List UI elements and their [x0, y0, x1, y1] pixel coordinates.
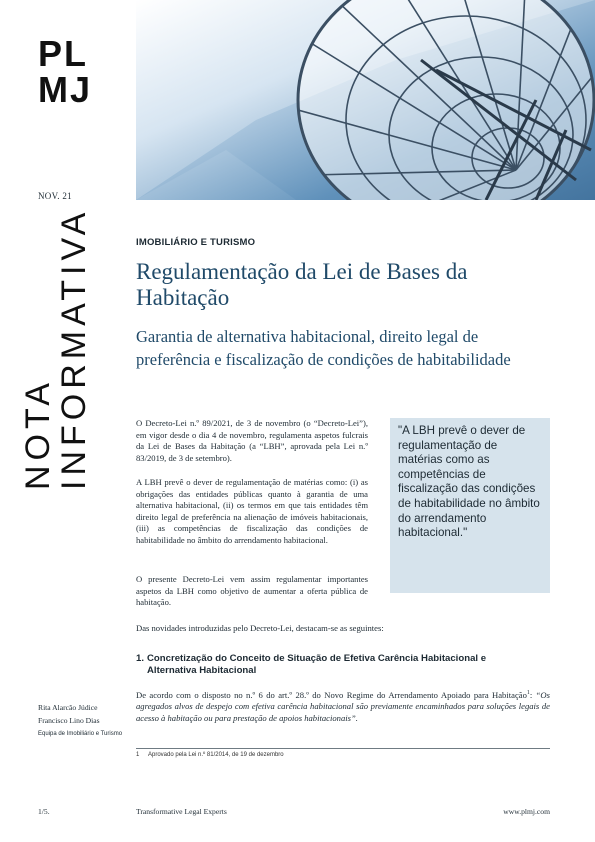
vertical-title-line-1: NOTA: [19, 378, 57, 490]
section-1-quoted-text: “Os agregados alvos de despejo com efetiva carência habitacional são previamente encaminhados para soluções legais de acesso à habitação ou para prestação de apoios habitacionais”.: [136, 689, 550, 724]
footer-website-link[interactable]: www.plmj.com: [503, 807, 550, 816]
section-1-body: De acordo com o disposto no n.º 6 do art.º 28.º do Novo Regime do Arrendamento Apoiado para Habitação$^1$: “Os agregados alvos de despejo com efetiva carência habitacional são previamente encaminhados para soluções legais de acesso à habitação ou para prestação de apoios habitacionais”.: [136, 689, 550, 724]
pull-quote: "A LBH prevê o dever de regulamentação de matérias como as competências de fiscalização das condições de habitabilidade no âmbito do arrendamento habitacional.": [390, 418, 550, 593]
footnote: [136, 752, 284, 758]
footer-tagline: Transformative Legal Experts: [136, 807, 227, 816]
section-1-body-lead: De acordo com o disposto no n.º 6 do art.º 28.º do Novo Regime do Arrendamento Apoiado para Habitação: [136, 689, 527, 700]
body-paragraph-1: O Decreto-Lei n.º 89/2021, de 3 de novembro (o “Decreto-Lei”), em vigor desde o dia 4 de novembro, regulamenta aspetos fulcrais da Lei de Bases da Habitação (a “LBH”, aprovada pela Lei n.º 83/2019, de 3 de setembro).: [136, 418, 368, 463]
team-label: Equipa de Imobiliário e Turismo: [38, 730, 123, 737]
document-subtitle: Garantia de alternativa habitacional, direito legal de preferência e fiscalização de condições de habitabilidade: [136, 327, 511, 369]
author-name: Francisco Lino Dias: [38, 716, 100, 726]
satellite-dish-illustration: [136, 0, 595, 200]
practice-area: IMOBILIÁRIO E TURISMO: [136, 237, 256, 248]
vertical-title-line-2: INFORMATIVA: [55, 207, 93, 490]
issue-date: NOV. 21: [38, 191, 72, 201]
hero-image: [136, 0, 595, 200]
plmj-logo: [38, 33, 100, 110]
footnote-number: 1: [136, 752, 140, 758]
vertical-document-type: [20, 200, 92, 490]
author-name: Rita Alarcão Júdice: [38, 703, 98, 712]
section-1-title: Concretização do Conceito de Situação de Efetiva Carência Habitacional e Alternativa Habitacional: [147, 653, 487, 676]
intro-sentence: Das novidades introduzidas pelo Decreto-Lei, destacam-se as seguintes:: [136, 623, 384, 633]
document-title: Regulamentação da Lei de Bases da Habitação: [136, 259, 468, 310]
page-number: 1/5.: [38, 807, 50, 816]
footnote-reference[interactable]: 1: [526, 690, 530, 696]
logo-line-1: PL: [38, 33, 89, 74]
footnote-text: Aprovado pela Lei n.º 81/2014, de 19 de dezembro: [148, 752, 284, 758]
section-1-heading: [136, 653, 516, 677]
authors-block: [38, 703, 128, 738]
logo-line-2: MJ: [38, 69, 93, 110]
body-paragraph-2: A LBH prevê o dever de regulamentação de matérias como: (i) as obrigações das entidades públicas quanto à garantia de uma alternativa habitacional, (ii) os termos em que tais entidades têm direito legal de preferência na alienação de imóveis habitacionais, (iii) as competências de fiscalização das condições de habitabilidade no âmbito do arrendamento habitacional.: [136, 477, 368, 545]
section-1-number: 1.: [136, 653, 145, 664]
footnote-divider: [136, 748, 550, 749]
body-paragraph-3: O presente Decreto-Lei vem assim regulamentar importantes aspetos da LBH como objetivo de aumentar a oferta pública de habitação.: [136, 574, 368, 608]
